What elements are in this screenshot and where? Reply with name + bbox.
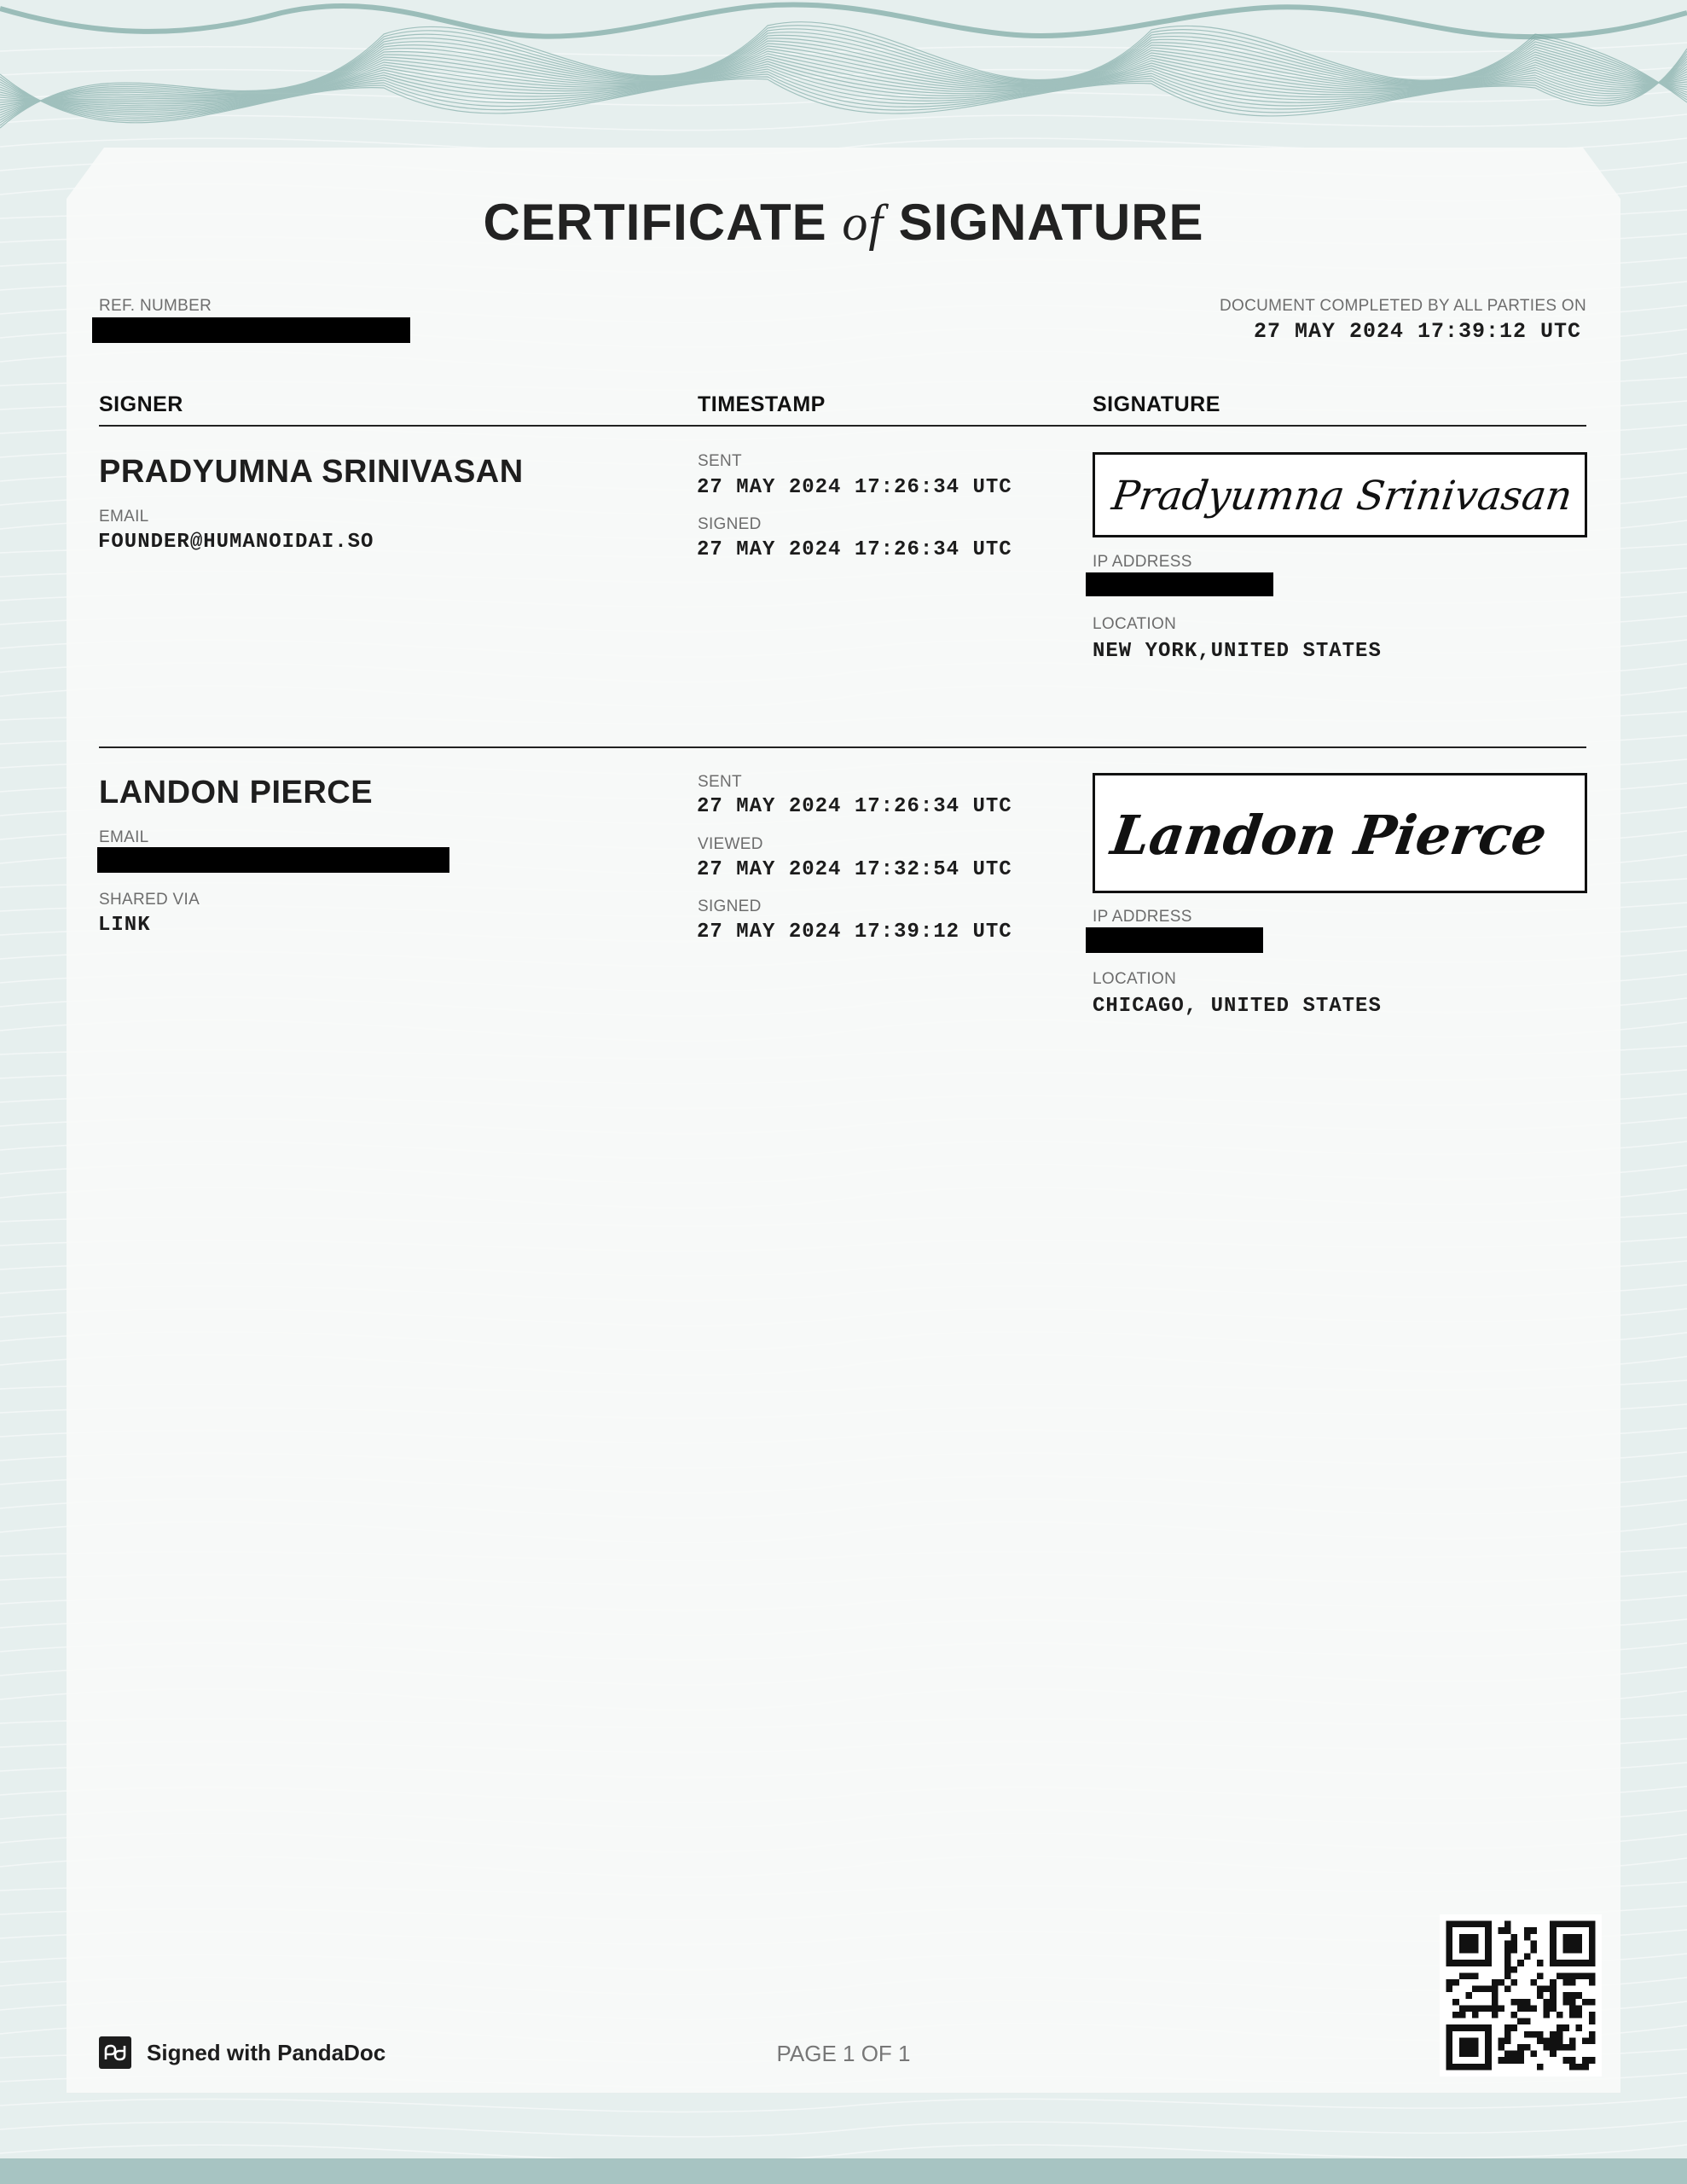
signature-image — [1095, 775, 1585, 891]
event-label: SIGNED — [698, 897, 762, 915]
signer-email-label: EMAIL — [99, 828, 149, 846]
page-number: PAGE 1 OF 1 — [776, 2041, 911, 2066]
shared-via-value: LINK — [98, 914, 151, 937]
event-timestamp: 27 MAY 2024 17:32:54 UTC — [697, 858, 1012, 881]
location-value: CHICAGO, UNITED STATES — [1093, 995, 1382, 1018]
signature-image — [1095, 455, 1585, 535]
event-label: SENT — [698, 452, 742, 470]
ref-number-label: REF. NUMBER — [99, 297, 212, 315]
event-timestamp: 27 MAY 2024 17:26:34 UTC — [697, 476, 1012, 499]
page-title: CERTIFICATE of SIGNATURE — [483, 194, 1204, 251]
column-header-timestamp: TIMESTAMP — [698, 392, 826, 416]
column-header-signature: SIGNATURE — [1093, 392, 1220, 416]
svg-text:Landon Pierce: Landon Pierce — [1107, 803, 1551, 867]
signer-divider — [99, 746, 1586, 748]
event-label: VIEWED — [698, 835, 763, 853]
signer-email: FOUNDER@HUMANOIDAI.SO — [98, 531, 374, 554]
header-divider — [99, 425, 1586, 427]
signer-email-redaction — [97, 847, 449, 873]
event-timestamp: 27 MAY 2024 17:39:12 UTC — [697, 921, 1012, 944]
bottom-band — [0, 2158, 1687, 2184]
signer-name: PRADYUMNA SRINIVASAN — [99, 454, 524, 490]
shared-via-label: SHARED VIA — [99, 891, 200, 909]
completed-label: DOCUMENT COMPLETED BY ALL PARTIES ON — [1220, 297, 1586, 315]
guilloche-border — [0, 0, 1687, 171]
event-timestamp: 27 MAY 2024 17:26:34 UTC — [697, 538, 1012, 561]
signature-box — [1093, 773, 1587, 893]
column-header-signer: SIGNER — [99, 392, 183, 416]
event-label: SENT — [698, 773, 742, 791]
location-value: NEW YORK,UNITED STATES — [1093, 640, 1382, 663]
certificate-sheet — [67, 148, 1620, 2093]
location-label: LOCATION — [1093, 970, 1177, 988]
svg-text:Pradyumna Srinivasan: Pradyumna Srinivasan — [1109, 473, 1575, 520]
ip-address-label: IP ADDRESS — [1093, 553, 1192, 571]
event-timestamp: 27 MAY 2024 17:26:34 UTC — [697, 795, 1012, 818]
ip-address-label: IP ADDRESS — [1093, 908, 1192, 926]
ip-address-redaction — [1086, 927, 1263, 953]
event-label: SIGNED — [698, 515, 762, 533]
signer-email-label: EMAIL — [99, 508, 149, 526]
signature-box — [1093, 452, 1587, 537]
qr-code-icon[interactable] — [1440, 1914, 1602, 2077]
completed-timestamp: 27 MAY 2024 17:39:12 UTC — [1253, 319, 1581, 344]
signer-name: LANDON PIERCE — [99, 775, 374, 810]
ref-number-redaction — [92, 317, 410, 343]
brand-text: Signed with PandaDoc — [147, 2039, 386, 2065]
ip-address-redaction — [1086, 572, 1273, 596]
location-label: LOCATION — [1093, 615, 1177, 633]
